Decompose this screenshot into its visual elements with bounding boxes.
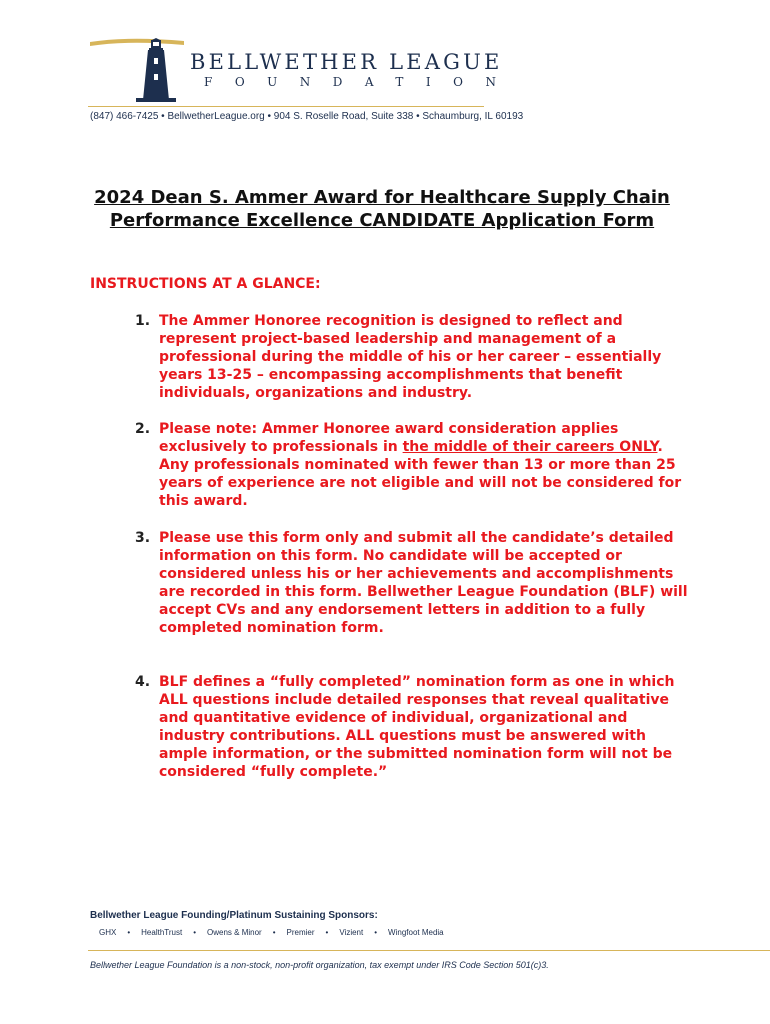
instruction-item-1 (135, 312, 690, 402)
sponsor-ghx: GHX (99, 928, 117, 937)
sponsor-premier: Premier (286, 928, 315, 937)
instruction-item-4 (135, 673, 690, 781)
sponsor-owens-minor: Owens & Minor (207, 928, 262, 937)
sponsors-heading: Bellwether League Founding/Platinum Sustaining Sponsors: (90, 910, 378, 921)
item-number: 4. (135, 674, 151, 690)
item-number: 3. (135, 530, 151, 546)
item-number: 2. (135, 421, 151, 437)
sponsor-separator: • (127, 928, 131, 937)
lighthouse-icon (88, 34, 188, 106)
sponsor-wingfoot-media: Wingfoot Media (388, 928, 444, 937)
header-divider (88, 106, 484, 107)
item-text-pre: Please note: Ammer Honoree award consideration applies exclusively to professionals in (159, 421, 619, 455)
footer-note: Bellwether League Foundation is a non-stock, non-profit organization, tax exempt under IRS Code Section 501(c)3. (90, 960, 549, 970)
org-name: BELLWETHER LEAGUE (190, 50, 503, 74)
org-subtitle: FOUNDATION (204, 75, 519, 89)
page-title: 2024 Dean S. Ammer Award for Healthcare Supply Chain Performance Excellence CANDIDATE Application Form (94, 187, 670, 231)
sponsor-separator: • (193, 928, 197, 937)
item-number: 1. (135, 313, 151, 329)
item-text: Please use this form only and submit all the candidate’s detailed information on this form. No candidate will be accepted or considered unless his or her achievements and accomplishments are recorded in this form. Bellwether League Foundation (BLF) will accept CVs and any endorsement letters in addition to a fully completed nomination form. (159, 530, 688, 636)
item-text-underlined: the middle of their careers ONLY (402, 439, 658, 455)
contact-line: (847) 466-7425 • BellwetherLeague.org • 904 S. Roselle Road, Suite 338 • Schaumburg, IL 60193 (90, 111, 524, 122)
instructions-heading: INSTRUCTIONS AT A GLANCE: (90, 276, 321, 292)
sponsor-separator: • (325, 928, 329, 937)
sponsor-separator: • (374, 928, 378, 937)
footer-divider (88, 950, 770, 951)
sponsors-list (99, 928, 444, 937)
item-text-post: . Any professionals nominated with fewer than 13 or more than 25 years of experience are not eligible and will not be considered for this award. (159, 439, 682, 509)
instruction-item-3 (135, 529, 690, 637)
logo (88, 34, 519, 106)
item-text (159, 420, 690, 510)
sponsor-separator: • (272, 928, 276, 937)
instruction-item-2 (135, 420, 690, 510)
item-text: The Ammer Honoree recognition is designed to reflect and represent project-based leadership and management of a professional during the middle of his or her career – essentially years 13-25 – encompassing accomplishments that benefit individuals, organizations and industry. (159, 313, 662, 401)
sponsor-healthtrust: HealthTrust (141, 928, 183, 937)
sponsor-vizient: Vizient (339, 928, 364, 937)
item-text: BLF defines a “fully completed” nomination form as one in which ALL questions include detailed responses that reveal qualitative and quantitative evidence of individual, organizational and industry contributions. ALL questions must be answered with ample information, or the submitted nomination form will not be considered “fully complete.” (159, 674, 675, 780)
